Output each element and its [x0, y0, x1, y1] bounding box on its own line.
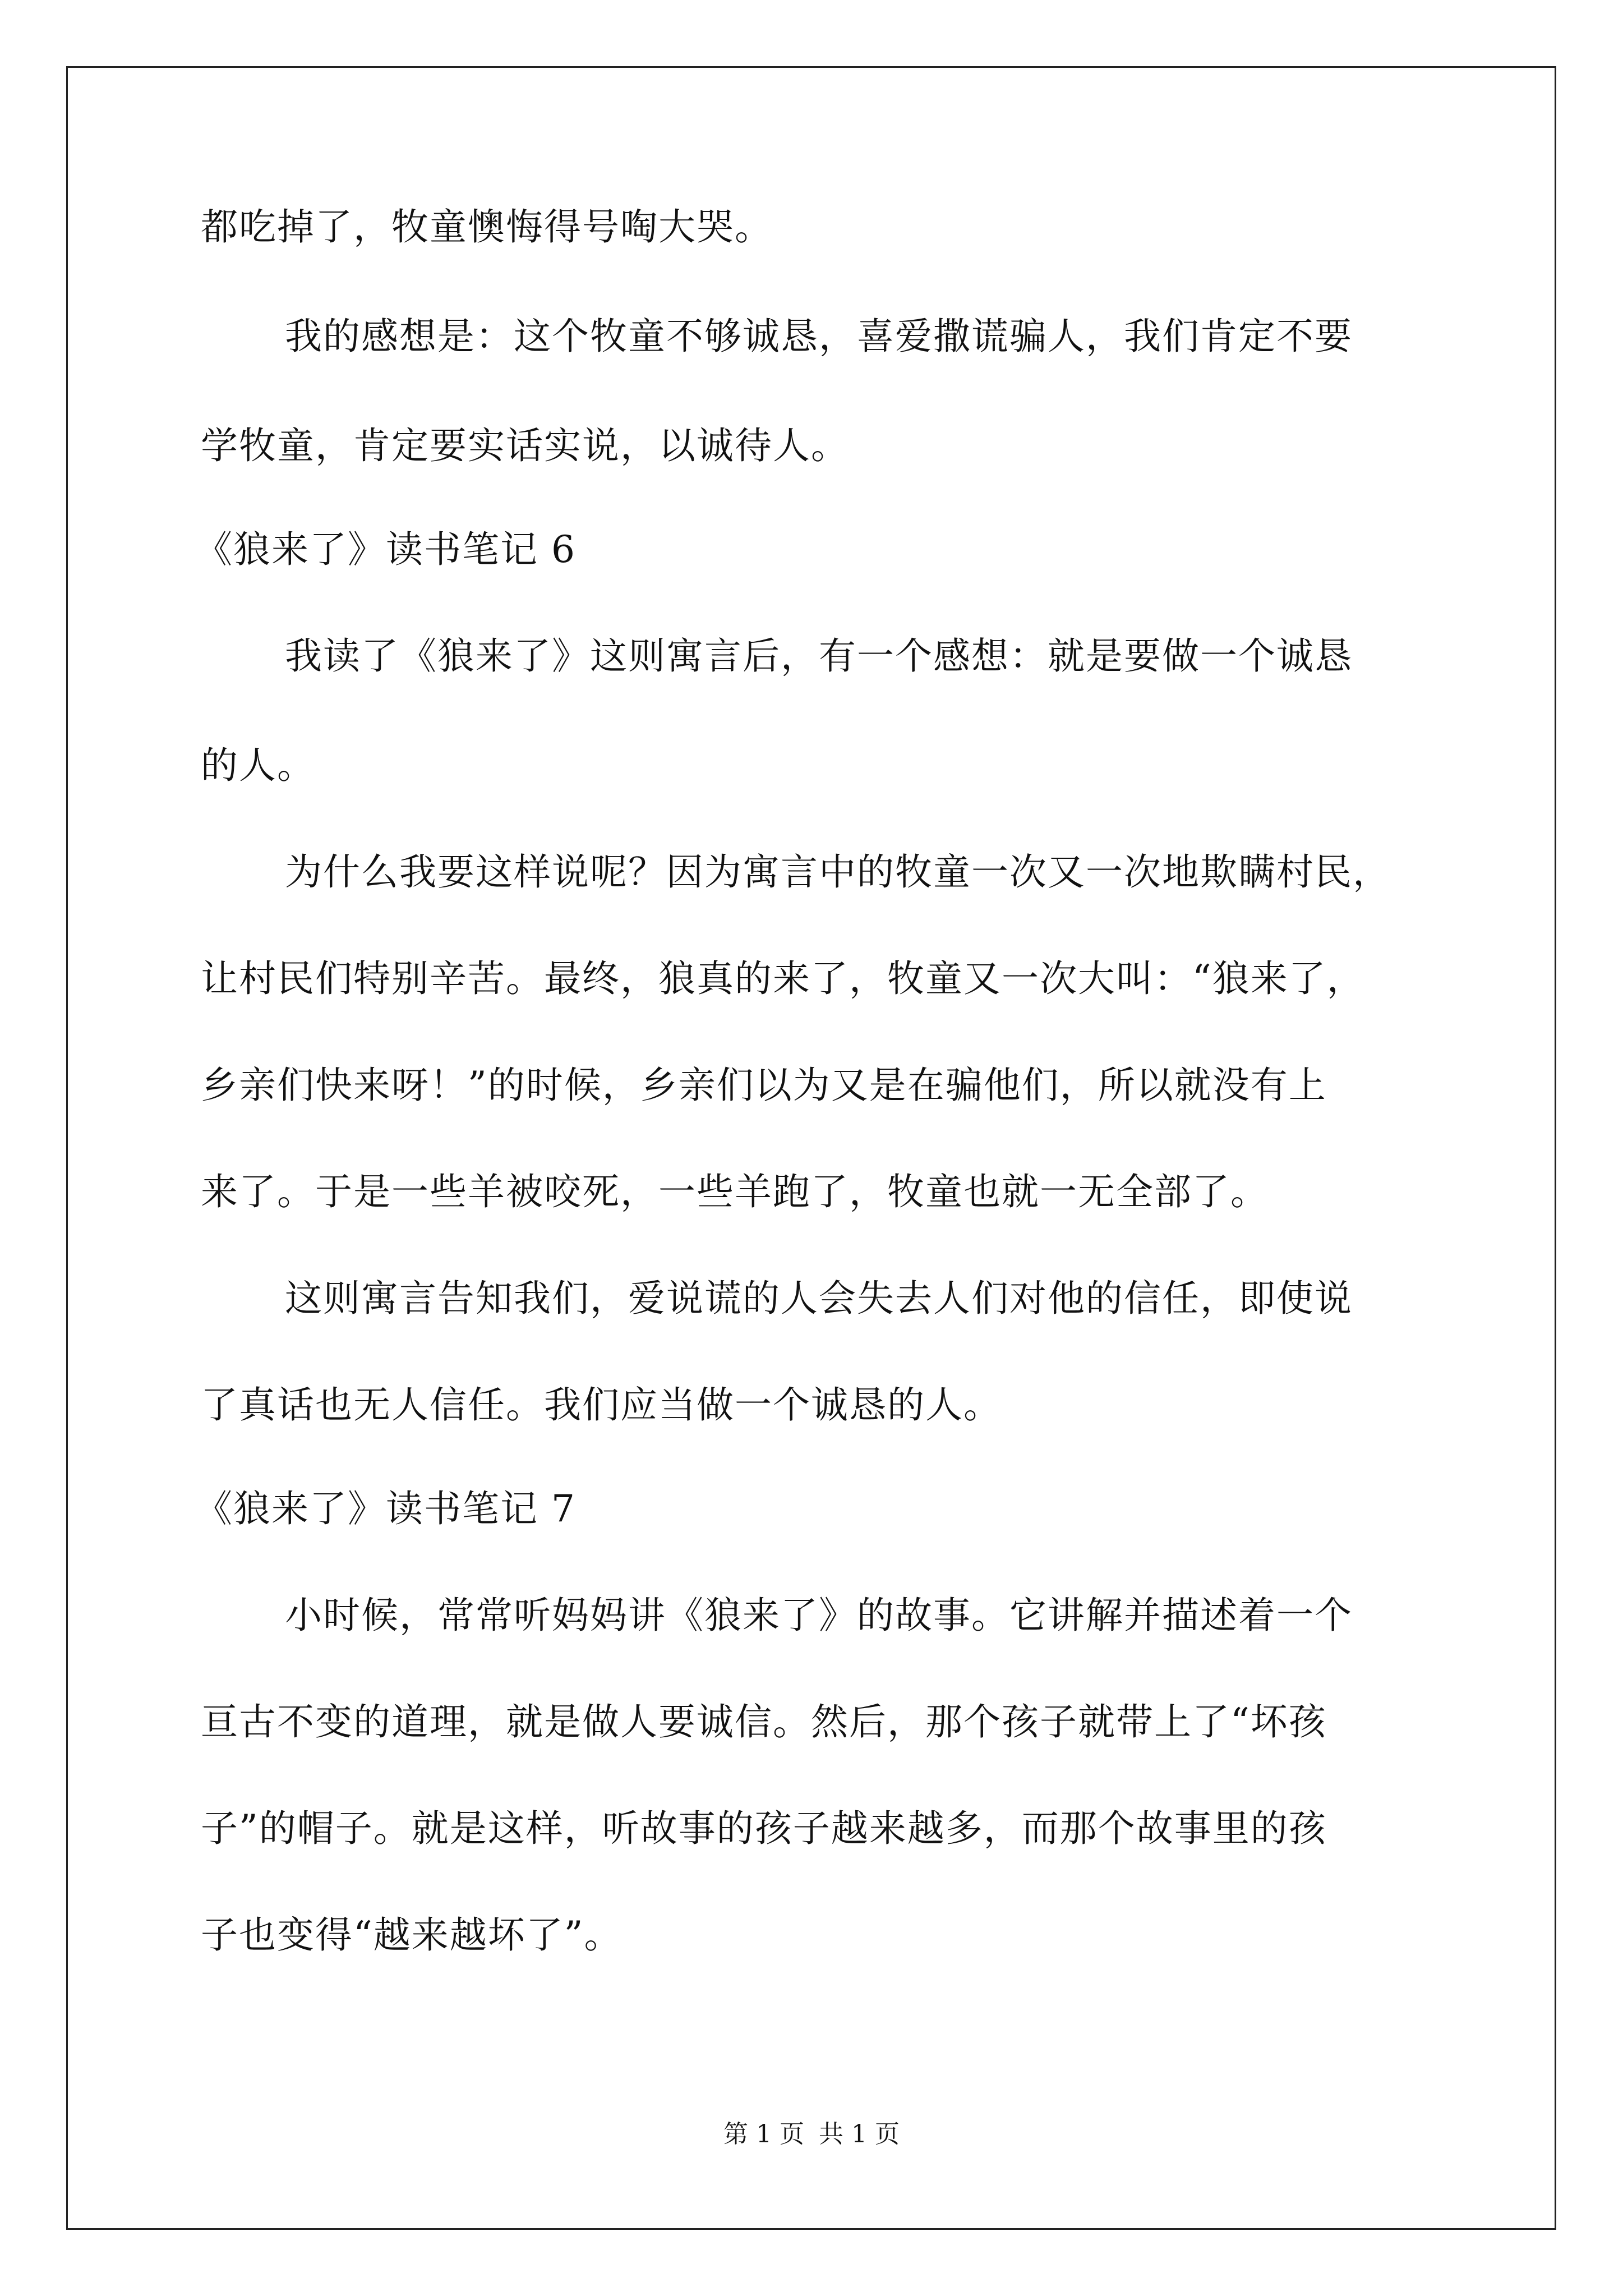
text-line: 的人。: [201, 744, 315, 787]
paragraph-first-line: 我的感想是：这个牧童不够诚恳，喜爱撒谎骗人，我们肯定不要: [285, 315, 1353, 358]
paragraph-first-line: 为什么我要这样说呢？因为寓言中的牧童一次又一次地欺瞒村民，: [285, 850, 1391, 894]
text-line: 让村民们特别辛苦。最终，狼真的来了，牧童又一次大叫：“狼来了，: [201, 957, 1365, 1000]
paragraph-first-line: 小时候，常常听妈妈讲《狼来了》的故事。它讲解并描述着一个: [285, 1594, 1353, 1637]
text-line: 了真话也无人信任。我们应当做一个诚恳的人。: [201, 1383, 1002, 1427]
paragraph-first-line: 这则寓言告知我们，爱说谎的人会失去人们对他的信任，即使说: [285, 1277, 1353, 1320]
page-total: 共 1 页: [819, 2120, 900, 2148]
text-line: 来了。于是一些羊被咬死，一些羊跑了，牧童也就一无全部了。: [201, 1170, 1269, 1213]
page-border: [66, 66, 1556, 2230]
text-line: 都吃掉了，牧童懊悔得号啕大哭。: [201, 205, 773, 249]
text-line: 亘古不变的道理，就是做人要诚信。然后，那个孩子就带上了“坏孩: [201, 1700, 1327, 1743]
text-line: 学牧童，肯定要实话实说，以诚待人。: [201, 424, 849, 467]
page-number: 第 1 页: [723, 2120, 804, 2148]
paragraph-first-line: 我读了《狼来了》这则寓言后，有一个感想：就是要做一个诚恳: [285, 634, 1353, 678]
section-heading: 《狼来了》读书笔记 6: [195, 528, 576, 571]
section-heading: 《狼来了》读书笔记 7: [195, 1487, 576, 1530]
page-footer: [0, 2118, 1623, 2151]
text-line: 子也变得“越来越坏了”。: [201, 1913, 623, 1957]
text-line: 子”的帽子。就是这样，听故事的孩子越来越多，而那个故事里的孩: [201, 1807, 1327, 1850]
text-line: 乡亲们快来呀！”的时候，乡亲们以为又是在骗他们，所以就没有上: [201, 1064, 1327, 1107]
